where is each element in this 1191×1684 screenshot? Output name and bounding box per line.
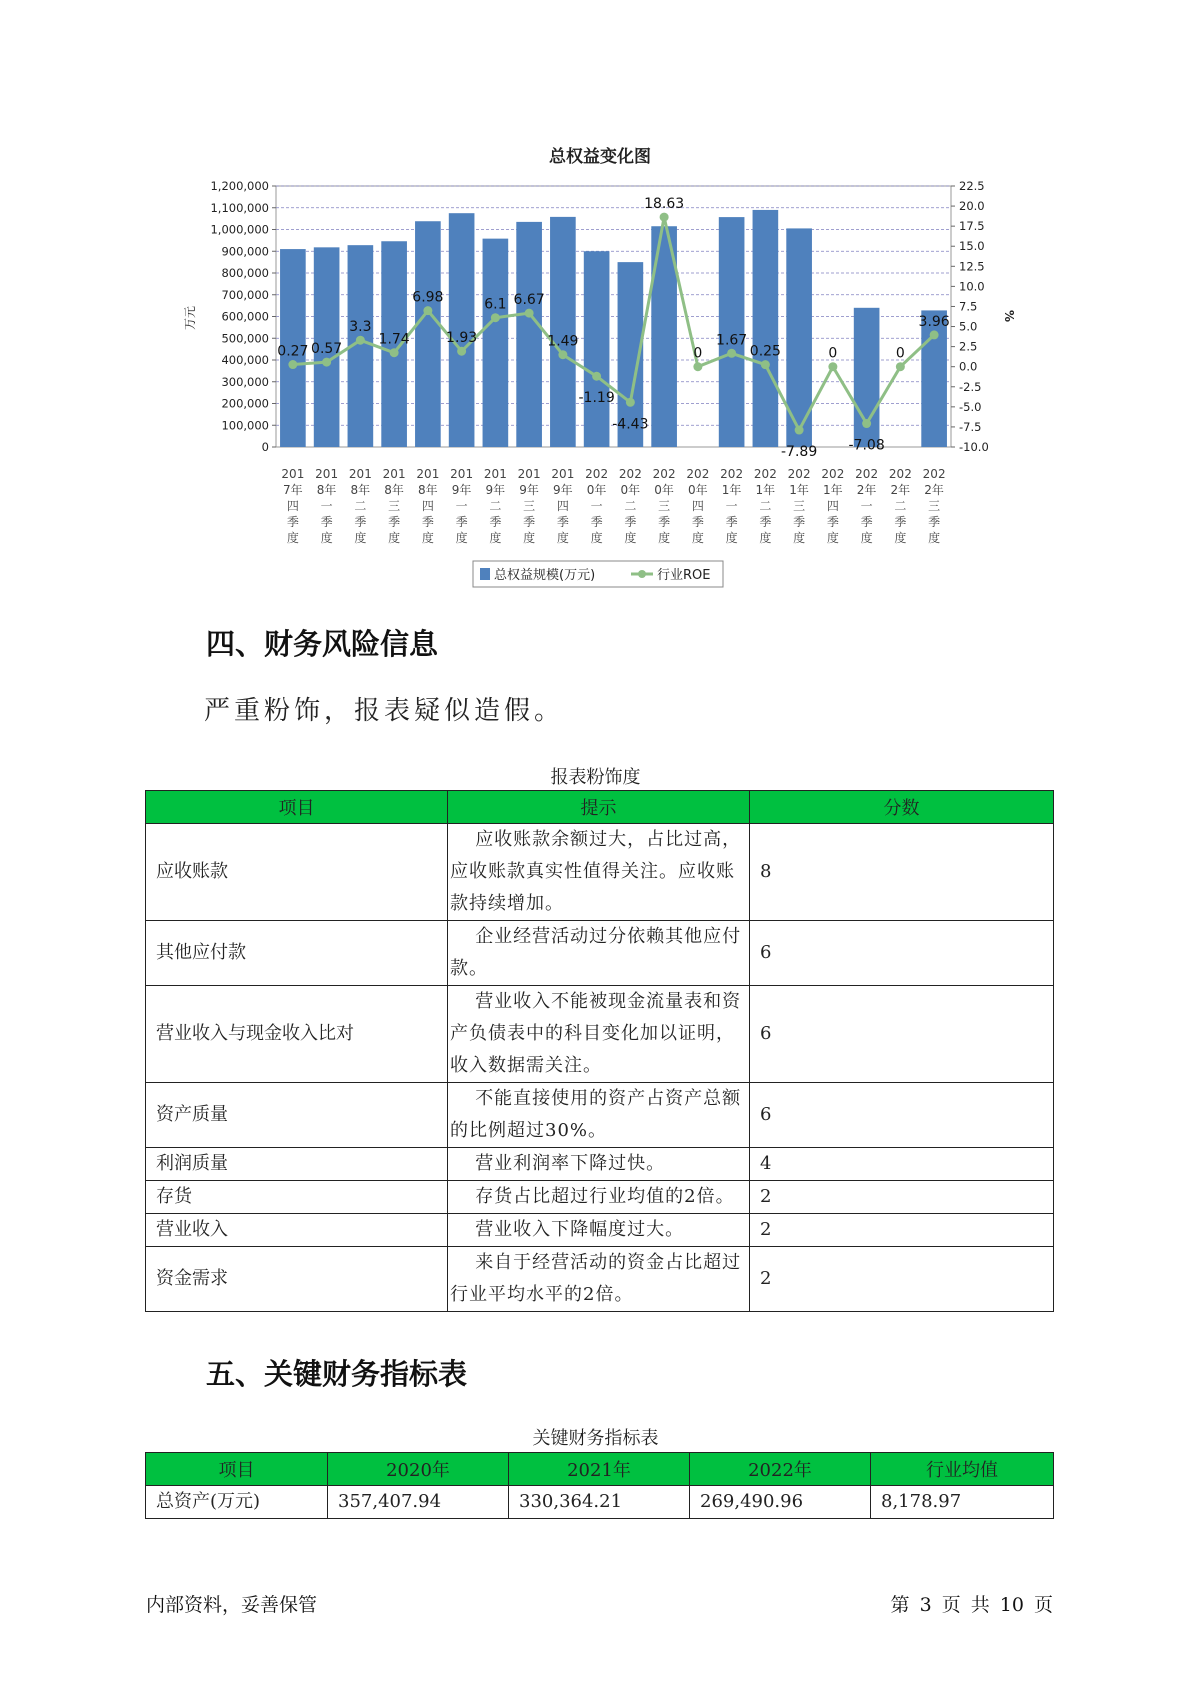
risk-item: 资产质量 xyxy=(146,1083,448,1148)
header-item: 项目 xyxy=(146,1453,328,1486)
x-tick-label: 202 xyxy=(821,467,845,481)
bar xyxy=(415,221,441,447)
risk-tip: 营业收入不能被现金流量表和资产负债表中的科目变化加以证明，收入数据需关注。 xyxy=(450,991,742,1076)
left-tick-label: 100,000 xyxy=(221,418,269,433)
roe-point xyxy=(322,358,331,367)
roe-data-label: 3.96 xyxy=(918,313,950,330)
x-tick-label: 202 xyxy=(753,467,777,481)
x-tick-label: 季 xyxy=(624,515,637,529)
risk-tip-cell xyxy=(448,1247,750,1312)
roe-data-label: 18.63 xyxy=(644,196,685,213)
key-indicators-table xyxy=(145,1452,1054,1519)
table-row xyxy=(146,986,1054,1083)
risk-tip: 存货占比超过行业均值的2倍。 xyxy=(475,1186,735,1207)
risk-score: 2 xyxy=(750,1181,1054,1214)
x-tick-label: 季 xyxy=(793,515,806,529)
roe-data-label: -1.19 xyxy=(578,390,615,407)
x-tick-label: 2年 xyxy=(890,483,911,497)
footer-confidential: 内部资料，妥善保管 xyxy=(146,1594,318,1616)
left-tick-label: 0 xyxy=(261,440,269,454)
x-tick-label: 度 xyxy=(624,531,637,545)
x-tick-label: 季 xyxy=(388,515,401,529)
roe-point xyxy=(525,309,534,318)
left-tick-label: 900,000 xyxy=(221,244,269,259)
x-tick-label: 季 xyxy=(286,515,299,529)
x-tick-label: 度 xyxy=(590,531,603,545)
risk-tip-cell xyxy=(448,824,750,921)
risk-table-header xyxy=(146,791,1054,824)
x-tick-label: 二 xyxy=(759,499,772,513)
x-tick-label: 季 xyxy=(691,515,704,529)
x-tick-label: 一 xyxy=(590,499,603,513)
roe-data-label: 0.27 xyxy=(277,343,309,360)
x-tick-label: 季 xyxy=(590,515,603,529)
right-tick-label: -7.5 xyxy=(959,419,982,434)
x-tick-label: 1年 xyxy=(755,483,776,497)
x-tick-label: 四 xyxy=(421,499,434,513)
roe-data-label: -7.89 xyxy=(781,444,818,461)
left-tick-label: 600,000 xyxy=(221,309,269,324)
table-row xyxy=(146,1083,1054,1148)
x-tick-label: 201 xyxy=(551,467,575,481)
left-tick-label: 300,000 xyxy=(221,374,269,389)
x-tick-label: 三 xyxy=(928,499,941,513)
key-table-caption: 关键财务指标表 xyxy=(532,1428,659,1449)
risk-summary: 严重粉饰，报表疑似造假。 xyxy=(204,696,565,726)
x-tick-label: 一 xyxy=(455,499,468,513)
risk-tip: 来自于经营活动的资金占比超过行业平均水平的2倍。 xyxy=(450,1252,742,1305)
x-tick-label: 201 xyxy=(315,467,339,481)
right-tick-label: -10.0 xyxy=(959,440,989,454)
right-tick-label: 22.5 xyxy=(959,179,985,193)
right-tick-label: 2.5 xyxy=(959,339,978,354)
x-tick-label: 1年 xyxy=(789,483,809,497)
x-tick-label: 季 xyxy=(354,515,367,529)
bar xyxy=(584,251,610,447)
risk-item: 存货 xyxy=(146,1181,448,1214)
x-tick-label: 四 xyxy=(826,499,839,513)
key-cell-item: 总资产(万元) xyxy=(146,1486,328,1519)
header-industry: 行业均值 xyxy=(871,1453,1054,1486)
roe-data-label: 0 xyxy=(693,345,703,362)
x-tick-label: 季 xyxy=(523,515,536,529)
risk-item: 应收账款 xyxy=(146,824,448,921)
risk-tip-cell xyxy=(448,921,750,986)
x-tick-label: 一 xyxy=(320,499,333,513)
risk-tip: 应收账款余额过大，占比过高，应收账款真实性值得关注。应收账款持续增加。 xyxy=(450,829,742,914)
x-tick-label: 四 xyxy=(286,499,299,513)
x-tick-label: 2年 xyxy=(856,483,877,497)
x-tick-label: 四 xyxy=(691,499,704,513)
header-item: 项目 xyxy=(146,791,448,824)
roe-point xyxy=(626,398,635,407)
table-row xyxy=(146,1214,1054,1247)
x-tick-label: 202 xyxy=(720,467,744,481)
risk-item: 其他应付款 xyxy=(146,921,448,986)
x-tick-label: 201 xyxy=(281,467,305,481)
x-tick-label: 度 xyxy=(725,531,738,545)
left-tick-label: 1,000,000 xyxy=(210,222,269,237)
footer-page-number: 第 3 页 共 10 页 xyxy=(890,1594,1053,1616)
roe-point xyxy=(423,306,432,315)
x-tick-label: 度 xyxy=(286,531,299,545)
risk-table xyxy=(145,790,1054,1312)
roe-data-label: 0 xyxy=(828,345,838,362)
risk-score: 4 xyxy=(750,1148,1054,1181)
x-tick-label: 季 xyxy=(826,515,839,529)
bar xyxy=(483,239,509,447)
right-tick-label: 17.5 xyxy=(959,219,985,234)
x-tick-label: 度 xyxy=(556,531,569,545)
x-tick-label: 度 xyxy=(455,531,468,545)
risk-tip: 企业经营活动过分依赖其他应付款。 xyxy=(450,926,742,979)
risk-score: 2 xyxy=(750,1214,1054,1247)
roe-data-label: 1.49 xyxy=(547,333,579,350)
section-5-title: 五、关键财务指标表 xyxy=(206,1357,468,1391)
header-score: 分数 xyxy=(750,791,1054,824)
x-tick-label: 201 xyxy=(416,467,440,481)
roe-point xyxy=(693,362,702,371)
table-row xyxy=(146,1247,1054,1312)
x-tick-label: 度 xyxy=(928,531,941,545)
x-tick-label: 二 xyxy=(624,499,637,513)
table-row xyxy=(146,1181,1054,1214)
risk-table-caption: 报表粉饰度 xyxy=(550,767,641,788)
chart-title: 总权益变化图 xyxy=(549,147,651,167)
x-tick-label: 7年 xyxy=(283,483,303,497)
x-tick-label: 度 xyxy=(759,531,772,545)
x-tick-label: 四 xyxy=(556,499,569,513)
x-tick-label: 201 xyxy=(450,467,474,481)
risk-tip-cell xyxy=(448,1083,750,1148)
x-tick-label: 度 xyxy=(826,531,839,545)
x-tick-label: 8年 xyxy=(384,483,404,497)
roe-point xyxy=(592,372,601,381)
x-tick-label: 一 xyxy=(725,499,738,513)
roe-point xyxy=(930,330,939,339)
x-tick-label: 201 xyxy=(517,467,541,481)
bar xyxy=(550,217,576,447)
x-tick-label: 9年 xyxy=(485,483,506,497)
x-tick-label: 0年 xyxy=(688,483,708,497)
x-tick-label: 季 xyxy=(489,515,502,529)
x-tick-label: 0年 xyxy=(586,483,607,497)
x-tick-label: 202 xyxy=(888,467,912,481)
x-tick-label: 二 xyxy=(489,499,502,513)
roe-point xyxy=(288,360,297,369)
x-tick-label: 季 xyxy=(556,515,569,529)
risk-score: 6 xyxy=(750,921,1054,986)
x-tick-label: 度 xyxy=(691,531,704,545)
risk-tip-cell xyxy=(448,1148,750,1181)
risk-item: 利润质量 xyxy=(146,1148,448,1181)
roe-data-label: 3.3 xyxy=(349,319,372,336)
x-tick-label: 201 xyxy=(382,467,406,481)
x-tick-label: 季 xyxy=(658,515,671,529)
legend-bar-swatch xyxy=(480,568,490,580)
x-tick-label: 度 xyxy=(894,531,907,545)
x-tick-label: 季 xyxy=(725,515,738,529)
right-tick-label: 7.5 xyxy=(959,299,978,314)
roe-data-label: -4.43 xyxy=(612,416,649,433)
roe-point xyxy=(862,419,871,428)
x-tick-label: 202 xyxy=(652,467,676,481)
right-tick-label: 15.0 xyxy=(959,239,985,254)
roe-point xyxy=(390,348,399,357)
x-tick-label: 季 xyxy=(928,515,941,529)
key-table-header xyxy=(146,1453,1054,1486)
x-tick-label: 1年 xyxy=(721,483,742,497)
x-tick-label: 9年 xyxy=(553,483,573,497)
x-tick-label: 202 xyxy=(787,467,811,481)
left-axis-label: 万元 xyxy=(183,305,197,331)
risk-tip-cell xyxy=(448,986,750,1083)
left-tick-label: 400,000 xyxy=(221,353,269,367)
roe-point xyxy=(795,426,804,435)
key-cell-v2022: 269,490.96 xyxy=(690,1486,871,1519)
right-tick-label: -5.0 xyxy=(959,399,982,414)
risk-score: 2 xyxy=(750,1247,1054,1312)
x-tick-label: 202 xyxy=(855,467,879,481)
x-tick-label: 季 xyxy=(894,515,907,529)
table-row xyxy=(146,1148,1054,1181)
risk-item: 营业收入与现金收入比对 xyxy=(146,986,448,1083)
x-tick-label: 8年 xyxy=(418,483,438,497)
legend-line-label: 行业ROE xyxy=(657,568,711,583)
x-tick-label: 0年 xyxy=(654,483,674,497)
risk-score: 6 xyxy=(750,1083,1054,1148)
x-tick-label: 度 xyxy=(388,531,401,545)
x-tick-label: 三 xyxy=(523,499,536,513)
x-tick-label: 三 xyxy=(793,499,806,513)
roe-data-label: 1.93 xyxy=(446,330,478,347)
left-tick-label: 1,200,000 xyxy=(210,179,269,193)
risk-tip: 营业利润率下降过快。 xyxy=(475,1153,666,1174)
right-tick-label: 12.5 xyxy=(959,259,985,274)
table-row xyxy=(146,921,1054,986)
risk-item: 营业收入 xyxy=(146,1214,448,1247)
roe-point xyxy=(727,349,736,358)
x-tick-label: 201 xyxy=(483,467,507,481)
roe-point xyxy=(457,347,466,356)
roe-data-label: 1.67 xyxy=(716,332,748,349)
risk-tip: 营业收入下降幅度过大。 xyxy=(475,1219,685,1240)
x-tick-label: 度 xyxy=(354,531,367,545)
left-tick-label: 500,000 xyxy=(221,331,269,346)
header-tip: 提示 xyxy=(448,791,750,824)
bar xyxy=(516,222,542,447)
roe-point xyxy=(761,360,770,369)
x-tick-label: 季 xyxy=(860,515,873,529)
key-cell-v2021: 330,364.21 xyxy=(509,1486,690,1519)
risk-tip: 不能直接使用的资产占资产总额的比例超过30%。 xyxy=(450,1088,742,1141)
x-tick-label: 8年 xyxy=(350,483,371,497)
x-tick-label: 季 xyxy=(455,515,468,529)
roe-point xyxy=(356,336,365,345)
right-tick-label: 5.0 xyxy=(959,319,978,334)
x-tick-label: 度 xyxy=(658,531,671,545)
risk-item: 资金需求 xyxy=(146,1247,448,1312)
x-tick-label: 一 xyxy=(860,499,873,513)
right-tick-label: 0.0 xyxy=(959,359,978,374)
x-tick-label: 201 xyxy=(348,467,372,481)
header-2022: 2022年 xyxy=(690,1453,871,1486)
x-tick-label: 202 xyxy=(686,467,710,481)
roe-point xyxy=(828,362,837,371)
left-tick-label: 1,100,000 xyxy=(210,200,269,215)
x-tick-label: 季 xyxy=(421,515,434,529)
roe-point xyxy=(896,362,905,371)
right-tick-label: 10.0 xyxy=(959,279,985,294)
roe-data-label: 6.67 xyxy=(513,292,545,309)
risk-score: 8 xyxy=(750,824,1054,921)
roe-data-label: 0.57 xyxy=(311,341,343,358)
x-tick-label: 2年 xyxy=(924,483,944,497)
table-row xyxy=(146,824,1054,921)
x-tick-label: 三 xyxy=(388,499,401,513)
left-tick-label: 700,000 xyxy=(221,287,269,302)
roe-point xyxy=(491,313,500,322)
key-cell-v2020: 357,407.94 xyxy=(328,1486,509,1519)
right-axis-label: % xyxy=(1002,309,1016,323)
x-tick-label: 度 xyxy=(421,531,434,545)
left-tick-label: 200,000 xyxy=(221,396,269,411)
roe-point xyxy=(660,213,669,222)
risk-tip-cell xyxy=(448,1214,750,1247)
x-tick-label: 二 xyxy=(354,499,367,513)
x-tick-label: 季 xyxy=(759,515,772,529)
risk-tip-cell xyxy=(448,1181,750,1214)
x-tick-label: 202 xyxy=(618,467,642,481)
x-tick-label: 1年 xyxy=(823,483,843,497)
right-tick-label: -2.5 xyxy=(959,379,982,394)
roe-data-label: 0 xyxy=(895,345,905,362)
x-tick-label: 季 xyxy=(320,515,333,529)
x-tick-label: 度 xyxy=(320,531,333,545)
legend-line-marker xyxy=(638,570,646,578)
x-tick-label: 8年 xyxy=(316,483,337,497)
right-tick-label: 20.0 xyxy=(959,199,985,214)
roe-data-label: 6.98 xyxy=(412,289,444,306)
x-tick-label: 度 xyxy=(860,531,873,545)
roe-point xyxy=(558,350,567,359)
roe-data-label: 0.25 xyxy=(749,343,781,360)
section-4-title: 四、财务风险信息 xyxy=(206,627,439,661)
x-tick-label: 9年 xyxy=(451,483,472,497)
x-tick-label: 202 xyxy=(922,467,946,481)
key-cell-industry: 8,178.97 xyxy=(871,1486,1054,1519)
x-tick-label: 度 xyxy=(793,531,806,545)
x-tick-label: 二 xyxy=(894,499,907,513)
x-tick-label: 0年 xyxy=(620,483,641,497)
bar xyxy=(753,210,779,447)
table-row xyxy=(146,1486,1054,1519)
x-tick-label: 三 xyxy=(658,499,671,513)
x-tick-label: 度 xyxy=(523,531,536,545)
left-tick-label: 800,000 xyxy=(221,266,269,280)
roe-data-label: 6.1 xyxy=(484,296,507,313)
header-2021: 2021年 xyxy=(509,1453,690,1486)
header-2020: 2020年 xyxy=(328,1453,509,1486)
x-tick-label: 9年 xyxy=(519,483,539,497)
roe-data-label: -7.08 xyxy=(848,437,885,454)
equity-chart xyxy=(0,0,1191,600)
x-tick-label: 202 xyxy=(585,467,609,481)
roe-data-label: 1.74 xyxy=(378,331,410,348)
legend-bar-label: 总权益规模(万元) xyxy=(494,568,596,583)
x-tick-label: 度 xyxy=(489,531,502,545)
risk-score: 6 xyxy=(750,986,1054,1083)
